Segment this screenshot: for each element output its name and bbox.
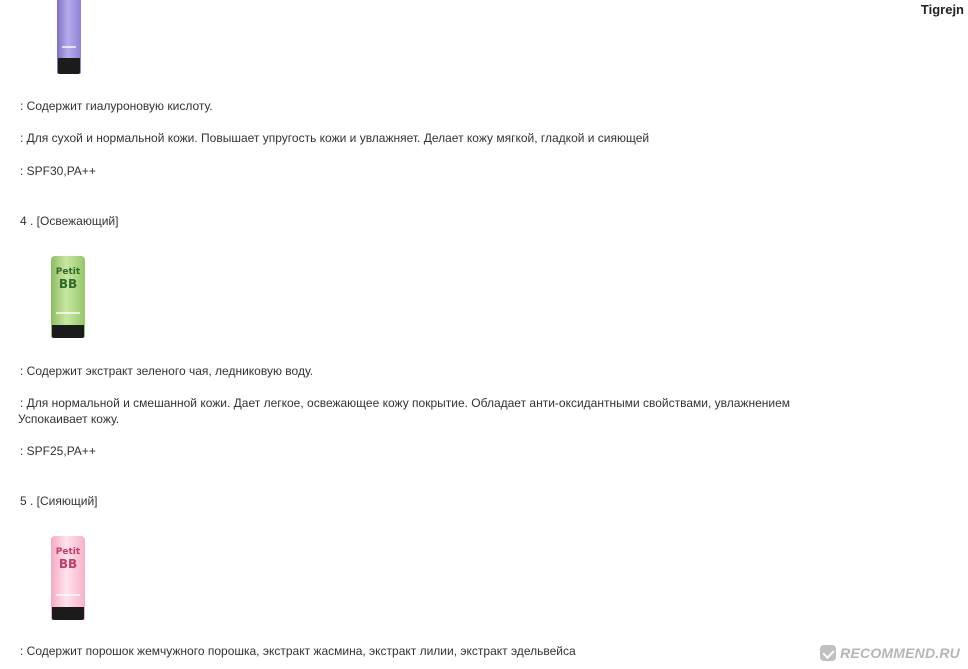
- purple-bb-cream-tube-image: [57, 0, 81, 74]
- watermark-text: RECOMMEND.RU: [840, 645, 960, 661]
- product-4-description: : Для нормальной и смешанной кожи. Дает легкое, освежающее кожу покрытие. Обладает анти-оксидантными свойствами, увлажнением: [20, 396, 791, 410]
- check-badge-icon: [820, 645, 836, 661]
- author-username[interactable]: Tigrejn: [920, 2, 964, 17]
- product-5-heading: 5 . [Сияющий]: [20, 494, 98, 508]
- product-3-spf: : SPF30,PA++: [20, 164, 96, 178]
- product-3-ingredient: : Содержит гиалуроновую кислоту.: [20, 99, 213, 113]
- pink-tube-brand: Petit: [55, 547, 81, 557]
- pink-bb-cream-tube-image: [51, 536, 85, 620]
- product-5-ingredient: : Содержит порошок жемчужного порошка, экстракт жасмина, экстракт лилии, экстракт эдельвейса: [20, 644, 576, 658]
- product-4-heading: 4 . [Освежающий]: [20, 214, 119, 228]
- green-tube-brand: Petit: [55, 267, 81, 277]
- recommend-watermark: [820, 645, 960, 661]
- product-4-description-cont: Успокаивает кожу.: [18, 412, 120, 426]
- product-4-ingredient: : Содержит экстракт зеленого чая, ледниковую воду.: [20, 364, 314, 378]
- green-bb-cream-tube-image: [51, 256, 85, 338]
- pink-tube-bb: BB: [58, 557, 78, 571]
- product-4-spf: : SPF25,PA++: [20, 444, 96, 458]
- product-3-description: : Для сухой и нормальной кожи. Повышает упругость кожи и увлажняет. Делает кожу мягкой, гладкой и сияющей: [20, 131, 650, 145]
- green-tube-bb: BB: [58, 277, 78, 291]
